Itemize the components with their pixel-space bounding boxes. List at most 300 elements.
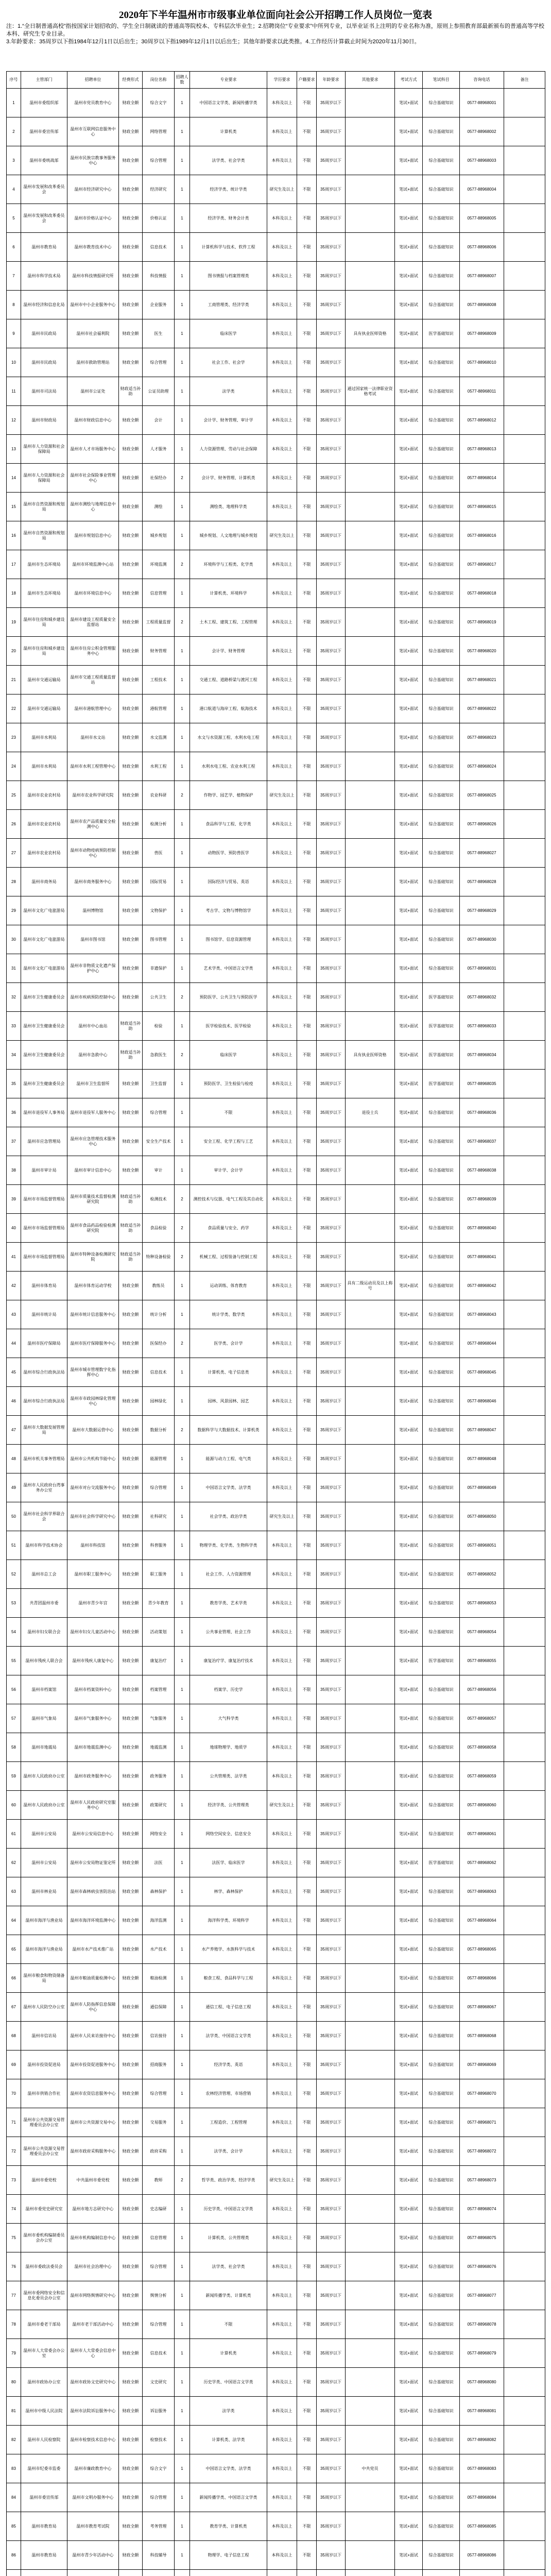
table-cell: 温州市住房和城乡建设局	[21, 637, 67, 666]
table-cell: 1	[175, 666, 190, 694]
table-row	[7, 1070, 545, 1098]
table-cell	[504, 1877, 545, 1906]
table-cell: 0577-88968086	[460, 2541, 504, 2570]
table-cell: 不限	[297, 1704, 317, 1733]
table-cell: 1	[175, 2310, 190, 2339]
table-cell	[504, 1762, 545, 1791]
table-cell	[346, 1214, 395, 1243]
table-cell: 城乡规划	[143, 521, 175, 550]
table-cell: 温州市文明办服务中心	[67, 2483, 119, 2512]
table-cell: 文物保护	[143, 896, 175, 925]
table-cell: 水产技术	[143, 1935, 175, 1964]
table-cell: 50	[7, 1502, 21, 1531]
table-row	[7, 2108, 545, 2137]
table-cell: 不限	[297, 291, 317, 319]
table-cell: 本科及以上	[267, 2281, 297, 2310]
table-cell: 本科及以上	[267, 1762, 297, 1791]
table-cell: 价格认证	[143, 204, 175, 233]
table-cell: 35周岁以下	[317, 1041, 346, 1070]
table-cell: 温州市委党校	[21, 2166, 67, 2195]
table-cell: 医学基础知识	[423, 319, 460, 348]
table-cell: 笔试+面试	[395, 1618, 423, 1647]
table-cell: 温州市森林病虫害防治站	[67, 1877, 119, 1906]
table-cell: 笔试+面试	[395, 1272, 423, 1300]
table-cell	[504, 1070, 545, 1098]
table-cell: 温州市大数据发展管理局	[21, 1416, 67, 1445]
table-cell: 温州市教育局	[21, 2541, 67, 2570]
table-cell: 温州市人民政府台湾事务办公室	[21, 1473, 67, 1502]
table-cell: 财政全额	[119, 2281, 143, 2310]
table-row	[7, 262, 545, 291]
table-cell: 温州市卫生健康委员会	[21, 1012, 67, 1041]
table-cell: 1	[175, 637, 190, 666]
table-cell: 温州市测绘与地理信息中心	[67, 493, 119, 521]
table-row	[7, 954, 545, 983]
table-cell: 财政全额	[119, 117, 143, 146]
table-cell: 笔试+面试	[395, 1791, 423, 1820]
table-cell: 39	[7, 1185, 21, 1214]
table-cell: 0577-88968057	[460, 1704, 504, 1733]
table-cell: 非遗保护	[143, 954, 175, 983]
table-cell	[504, 1849, 545, 1877]
column-header: 招聘单位	[67, 72, 119, 89]
table-cell: 35周岁以下	[317, 435, 346, 464]
table-cell: 85	[7, 2512, 21, 2541]
table-cell: 综合基础知识	[423, 1098, 460, 1127]
table-row	[7, 2022, 545, 2050]
table-cell: 35周岁以下	[317, 1733, 346, 1762]
table-cell	[504, 146, 545, 175]
table-cell: 35周岁以下	[317, 1214, 346, 1243]
table-cell: 笔试+面试	[395, 983, 423, 1012]
table-cell: 综合基础知识	[423, 1300, 460, 1329]
table-cell: 1	[175, 435, 190, 464]
table-cell: 财政全额	[119, 810, 143, 839]
table-cell: 温州市水利局	[21, 752, 67, 781]
table-cell: 综合基础知识	[423, 1531, 460, 1560]
table-cell: 本科及以上	[267, 1156, 297, 1185]
table-cell: 法学类	[190, 377, 267, 406]
table-cell: 1	[175, 925, 190, 954]
table-cell: 综合基础知识	[423, 2252, 460, 2281]
table-cell: 温州市法院诉讼服务中心	[67, 2397, 119, 2426]
table-cell: 公共管理类、法学类	[190, 1762, 267, 1791]
table-cell: 本科及以上	[267, 1127, 297, 1156]
table-cell	[346, 1849, 395, 1877]
table-cell: 笔试+面试	[395, 1387, 423, 1416]
table-cell: 35周岁以下	[317, 319, 346, 348]
table-cell: 温州市青少年宫	[67, 1589, 119, 1618]
table-cell: 温州市公安局信息中心	[67, 1820, 119, 1849]
table-cell: 档案管理	[143, 1675, 175, 1704]
table-cell: 历史学类、中国语言文学类	[190, 2368, 267, 2397]
table-cell	[504, 1618, 545, 1647]
table-cell	[346, 146, 395, 175]
table-cell	[504, 262, 545, 291]
table-cell	[504, 1733, 545, 1762]
table-cell: 温州市卫生健康委员会	[21, 983, 67, 1012]
table-cell: 不限	[297, 694, 317, 723]
table-cell: 0577-88968031	[460, 954, 504, 983]
table-cell: 不限	[297, 983, 317, 1012]
table-cell	[504, 117, 545, 146]
table-cell: 图书馆学、信息资源管理	[190, 925, 267, 954]
table-cell	[504, 839, 545, 868]
table-cell: 财政全额	[119, 839, 143, 868]
table-cell: 16	[7, 521, 21, 550]
table-cell: 不限	[297, 1041, 317, 1070]
table-cell: 温州市委统战部	[21, 146, 67, 175]
table-cell	[346, 1733, 395, 1762]
table-cell: 1	[175, 868, 190, 896]
table-cell: 本科及以上	[267, 1704, 297, 1733]
table-cell: 财政全额	[119, 723, 143, 752]
table-cell: 本科及以上	[267, 752, 297, 781]
table-cell	[346, 291, 395, 319]
table-cell: 1	[175, 406, 190, 435]
table-cell: 笔试+面试	[395, 2281, 423, 2310]
table-cell: 本科及以上	[267, 2541, 297, 2570]
table-cell: 笔试+面试	[395, 579, 423, 608]
table-cell: 1	[175, 2224, 190, 2252]
table-cell: 不限	[297, 521, 317, 550]
table-cell	[504, 579, 545, 608]
table-cell: 财政全额	[119, 2483, 143, 2512]
table-cell: 温州市政务服务中心	[67, 1762, 119, 1791]
table-row	[7, 1762, 545, 1791]
table-cell	[346, 175, 395, 204]
table-cell	[346, 117, 395, 146]
table-cell: 2	[175, 550, 190, 579]
table-cell: 财政全额	[119, 1762, 143, 1791]
table-cell: 不限	[297, 1358, 317, 1387]
table-cell: 83	[7, 2454, 21, 2483]
table-cell	[504, 1358, 545, 1387]
table-cell	[346, 1070, 395, 1098]
table-cell: 笔试+面试	[395, 1214, 423, 1243]
table-cell: 通信保障	[143, 1993, 175, 2022]
table-cell: 0577-88968030	[460, 925, 504, 954]
table-cell: 本科及以上	[267, 1993, 297, 2022]
table-cell: 35周岁以下	[317, 2454, 346, 2483]
table-cell	[504, 2137, 545, 2166]
table-cell: 财政全额	[119, 1531, 143, 1560]
table-cell: 本科及以上	[267, 1387, 297, 1416]
table-cell: 温州市经济和信息化局	[21, 291, 67, 319]
table-cell: 财政全额	[119, 896, 143, 925]
table-cell: 国际经济与贸易、英语	[190, 868, 267, 896]
table-cell: 财政全额	[119, 319, 143, 348]
table-cell: 温州市公安局	[21, 1849, 67, 1877]
table-cell: 1	[175, 262, 190, 291]
table-cell: 本科及以上	[267, 1300, 297, 1329]
table-cell: 艺术学类、中国语言文学类	[190, 954, 267, 983]
table-cell: 35周岁以下	[317, 348, 346, 377]
table-cell: 0577-88968068	[460, 2022, 504, 2050]
table-cell: 78	[7, 2310, 21, 2339]
table-row	[7, 608, 545, 637]
table-cell	[504, 1329, 545, 1358]
table-cell: 综合基础知识	[423, 868, 460, 896]
table-cell: 不限	[297, 2022, 317, 2050]
table-cell: 财政全额	[119, 2108, 143, 2137]
table-cell: 35周岁以下	[317, 1329, 346, 1358]
table-cell: 0577-88968053	[460, 1589, 504, 1618]
table-cell: 地球物理学、地质学	[190, 1733, 267, 1762]
table-cell: 0577-88968082	[460, 2426, 504, 2454]
table-cell: 0577-88968035	[460, 1070, 504, 1098]
table-cell: 交通工程、道路桥梁与渡河工程	[190, 666, 267, 694]
table-cell: 温州市委老干部局	[21, 2310, 67, 2339]
table-row	[7, 377, 545, 406]
column-header: 学历要求	[267, 72, 297, 89]
table-cell: 35周岁以下	[317, 1098, 346, 1127]
table-cell: 综合基础知识	[423, 1473, 460, 1502]
table-cell: 35周岁以下	[317, 1877, 346, 1906]
table-cell: 财政全额	[119, 521, 143, 550]
table-cell: 综合基础知识	[423, 377, 460, 406]
table-cell: 不限	[297, 1675, 317, 1704]
table-cell: 35周岁以下	[317, 896, 346, 925]
table-cell: 本科及以上	[267, 1935, 297, 1964]
table-cell: 本科及以上	[267, 1243, 297, 1272]
table-cell: 温州市城市管理数字化指挥中心	[67, 1358, 119, 1387]
table-cell: 35周岁以下	[317, 1993, 346, 2022]
table-cell: 不限	[297, 1589, 317, 1618]
table-cell: 35周岁以下	[317, 839, 346, 868]
table-row	[7, 810, 545, 839]
table-cell: 中共党员	[346, 2454, 395, 2483]
table-cell: 本科及以上	[267, 493, 297, 521]
table-cell: 港口航道与海岸工程、航海技术	[190, 694, 267, 723]
table-cell	[504, 1647, 545, 1675]
table-cell: 笔试+面试	[395, 2022, 423, 2050]
table-cell: 综合基础知识	[423, 1329, 460, 1358]
table-cell: 综合基础知识	[423, 2195, 460, 2224]
table-cell: 1	[175, 1387, 190, 1416]
table-cell: 财政全额	[119, 752, 143, 781]
table-cell: 温州市机构编制信息中心	[67, 2224, 119, 2252]
table-cell: 财政全额	[119, 175, 143, 204]
table-cell: 0577-88968032	[460, 983, 504, 1012]
table-cell: 财政全额	[119, 493, 143, 521]
table-cell: 1	[175, 723, 190, 752]
table-cell: 本科及以上	[267, 2339, 297, 2368]
table-cell: 综合基础知识	[423, 2224, 460, 2252]
table-cell: 档案学、历史学	[190, 1675, 267, 1704]
table-cell: 59	[7, 1762, 21, 1791]
table-cell: 本科及以上	[267, 291, 297, 319]
table-cell: 统计分析	[143, 1300, 175, 1329]
table-cell: 综合基础知识	[423, 1560, 460, 1589]
table-cell: 财政全额	[119, 1849, 143, 1877]
table-row	[7, 925, 545, 954]
table-cell: 笔试+面试	[395, 233, 423, 262]
table-cell: 温州市民政局	[21, 348, 67, 377]
table-cell: 财政全额	[119, 1387, 143, 1416]
table-cell	[346, 1964, 395, 1993]
table-row	[7, 1012, 545, 1041]
table-row	[7, 1877, 545, 1906]
table-cell: 综合基础知识	[423, 1272, 460, 1300]
table-cell	[346, 2541, 395, 2570]
table-cell: 本科及以上	[267, 1531, 297, 1560]
table-cell: 财政全额	[119, 262, 143, 291]
table-cell: 35周岁以下	[317, 1704, 346, 1733]
table-cell	[504, 2195, 545, 2224]
table-cell: 笔试+面试	[395, 954, 423, 983]
table-cell: 35周岁以下	[317, 2050, 346, 2079]
table-cell: 不限	[297, 2483, 317, 2512]
table-cell: 0577-88968067	[460, 1993, 504, 2022]
table-cell: 1	[175, 1704, 190, 1733]
table-cell: 35周岁以下	[317, 1675, 346, 1704]
table-cell: 1	[175, 2339, 190, 2368]
table-row	[7, 2454, 545, 2483]
table-cell: 0577-88968076	[460, 2252, 504, 2281]
table-row	[7, 1964, 545, 1993]
table-cell: 信息管理	[143, 2224, 175, 2252]
table-cell: 1	[175, 1012, 190, 1041]
table-cell: 笔试+面试	[395, 319, 423, 348]
table-cell: 财政适当补助	[119, 1012, 143, 1041]
table-cell: 通信工程、电子信息工程	[190, 1993, 267, 2022]
table-cell: 不限	[297, 204, 317, 233]
table-cell	[346, 723, 395, 752]
table-cell: 温州市机关事务管理局	[21, 1445, 67, 1473]
table-cell: 笔试+面试	[395, 2339, 423, 2368]
table-cell: 本科及以上	[267, 1877, 297, 1906]
table-cell: 0577-88968054	[460, 1618, 504, 1647]
table-cell: 医生	[143, 319, 175, 348]
column-header: 岗位名称	[143, 72, 175, 89]
table-cell: 不限	[297, 1127, 317, 1156]
table-cell: 笔试+面试	[395, 1531, 423, 1560]
table-cell: 6	[7, 233, 21, 262]
table-cell: 温州市规划信息中心	[67, 521, 119, 550]
table-cell: 运动训练、体育教育	[190, 1272, 267, 1300]
table-cell: 笔试+面试	[395, 666, 423, 694]
table-row	[7, 2195, 545, 2224]
table-cell: 不限	[297, 2454, 317, 2483]
table-cell: 共青团温州市委	[21, 1589, 67, 1618]
table-cell: 财政全额	[119, 2166, 143, 2195]
table-cell	[504, 2252, 545, 2281]
table-cell: 预防医学、公共卫生与预防医学	[190, 983, 267, 1012]
table-cell: 温州市人民政府办公室	[21, 1762, 67, 1791]
table-cell: 财政全额	[119, 435, 143, 464]
table-cell: 温州市粮食和物资储备局	[21, 1964, 67, 1993]
table-cell: 温州市卫生监督所	[67, 1070, 119, 1098]
table-cell: 0577-88968018	[460, 579, 504, 608]
table-cell: 海洋监测	[143, 1906, 175, 1935]
table-cell: 35周岁以下	[317, 752, 346, 781]
table-cell: 温州市科学技术局	[21, 262, 67, 291]
table-row	[7, 233, 545, 262]
table-cell	[504, 868, 545, 896]
table-header-row	[7, 72, 545, 89]
table-cell: 温州市残疾人联合会	[21, 1647, 67, 1675]
table-cell: 检测技术	[143, 1185, 175, 1214]
table-cell: 53	[7, 1589, 21, 1618]
table-cell: 退役士兵	[346, 1098, 395, 1127]
table-cell: 0577-88968004	[460, 175, 504, 204]
table-cell: 63	[7, 1877, 21, 1906]
table-cell: 综合基础知识	[423, 1935, 460, 1964]
table-cell: 本科及以上	[267, 1647, 297, 1675]
table-cell: 本科及以上	[267, 666, 297, 694]
table-cell: 温州市委党史研究室	[21, 2195, 67, 2224]
table-cell: 32	[7, 983, 21, 1012]
table-cell: 网络空间安全、信息安全	[190, 1820, 267, 1849]
table-cell: 财政适当补助	[119, 1243, 143, 1272]
table-cell: 0577-88968070	[460, 2079, 504, 2108]
table-cell: 笔试+面试	[395, 781, 423, 810]
table-cell: 49	[7, 1473, 21, 1502]
table-cell: 0577-88968052	[460, 1560, 504, 1589]
table-cell: 综合基础知识	[423, 723, 460, 752]
table-cell: 35周岁以下	[317, 2022, 346, 2050]
table-cell: 本科及以上	[267, 839, 297, 868]
table-cell: 温州市审计信息中心	[67, 1156, 119, 1185]
table-cell: 财政全额	[119, 2541, 143, 2570]
table-cell: 笔试+面试	[395, 146, 423, 175]
table-cell: 本科及以上	[267, 2022, 297, 2050]
table-cell: 笔试+面试	[395, 1041, 423, 1070]
table-cell: 52	[7, 1560, 21, 1589]
table-row	[7, 2252, 545, 2281]
table-row	[7, 1300, 545, 1329]
table-cell	[346, 637, 395, 666]
table-row	[7, 435, 545, 464]
table-cell: 综合基础知识	[423, 954, 460, 983]
table-cell: 笔试+面试	[395, 262, 423, 291]
table-cell: 43	[7, 1300, 21, 1329]
table-cell: 温州市海洋与渔业局	[21, 1935, 67, 1964]
table-cell: 35周岁以下	[317, 146, 346, 175]
table-cell: 温州市人才市场服务中心	[67, 435, 119, 464]
table-cell: 综合管理	[143, 146, 175, 175]
table-cell: 35周岁以下	[317, 550, 346, 579]
table-cell: 本科及以上	[267, 262, 297, 291]
table-cell: 本科及以上	[267, 1820, 297, 1849]
table-cell	[346, 694, 395, 723]
table-cell: 不限	[297, 175, 317, 204]
table-cell	[346, 2281, 395, 2310]
table-cell: 教师	[143, 2166, 175, 2195]
table-row	[7, 204, 545, 233]
table-cell: 科技辅导	[143, 2541, 175, 2570]
table-cell: 0577-88968020	[460, 637, 504, 666]
table-cell: 新闻传播学类、计算机类	[190, 2281, 267, 2310]
table-cell: 综合基础知识	[423, 175, 460, 204]
table-cell	[504, 175, 545, 204]
table-cell: 笔试+面试	[395, 2310, 423, 2339]
table-cell: 综合基础知识	[423, 579, 460, 608]
table-cell: 温州市网络舆情研究中心	[67, 2281, 119, 2310]
table-cell: 1	[175, 1531, 190, 1560]
table-cell: 0577-88968006	[460, 233, 504, 262]
table-cell: 笔试+面试	[395, 868, 423, 896]
table-cell: 67	[7, 1993, 21, 2022]
table-cell: 温州市民族宗教事务服务中心	[67, 146, 119, 175]
table-cell	[504, 1387, 545, 1416]
table-cell	[504, 954, 545, 983]
table-cell: 35周岁以下	[317, 291, 346, 319]
table-cell: 本科及以上	[267, 2224, 297, 2252]
column-header: 主管部门	[21, 72, 67, 89]
table-cell: 35周岁以下	[317, 1156, 346, 1185]
